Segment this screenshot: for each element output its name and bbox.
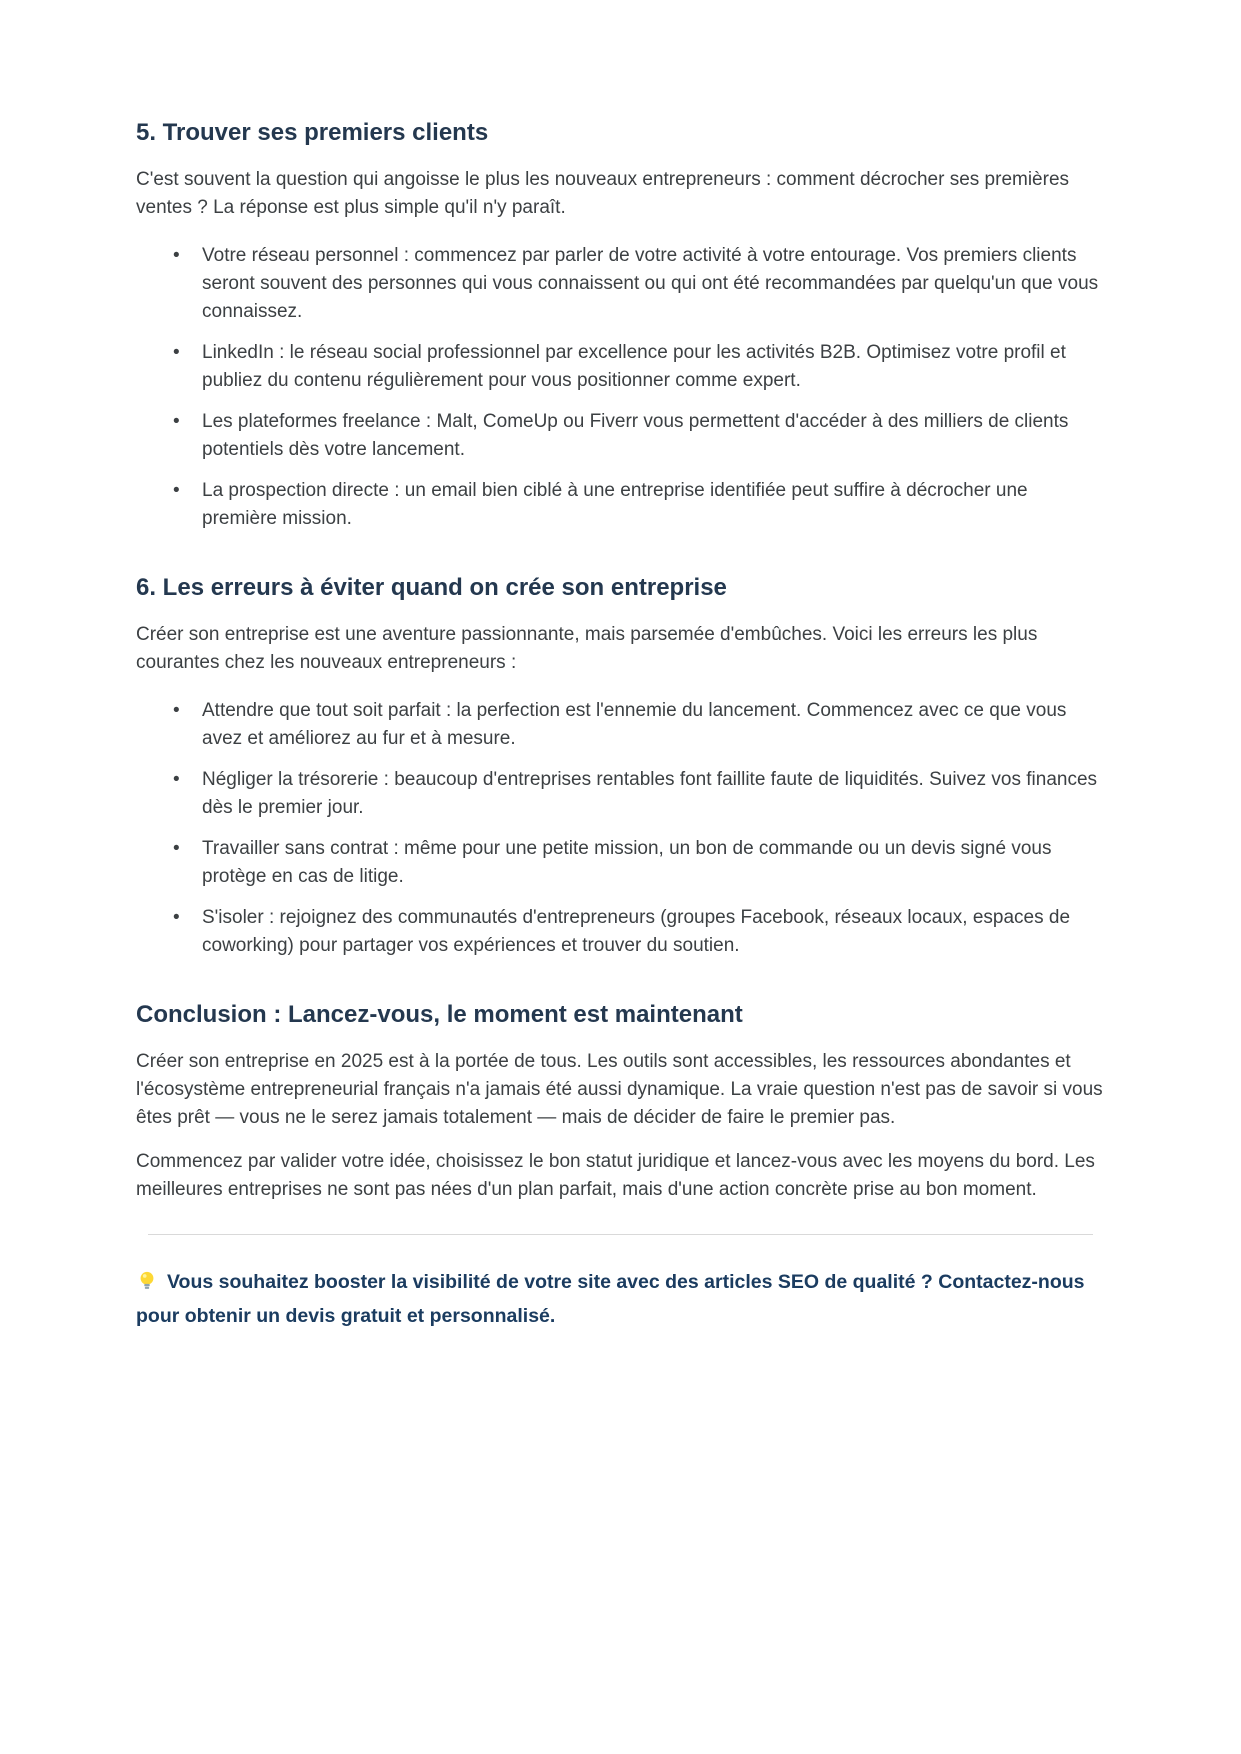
- conclusion-paragraph: Créer son entreprise en 2025 est à la portée de tous. Les outils sont accessibles, les ressources abondantes et l'écosystème entrepreneurial français n'a jamais été aussi dynamique. La vraie question n'est pas de savoir si vous êtes prêt — vous ne le serez jamais totalement — mais de décider de faire le premier pas.: [136, 1051, 1103, 1128]
- section-heading: 5. Trouver ses premiers clients: [136, 119, 489, 146]
- bullet-list: [136, 697, 1105, 960]
- lightbulb-icon: [136, 1270, 158, 1301]
- list-item: • Votre réseau personnel : commencez par parler de votre activité à votre entourage. Vos premiers clients seront souvent des personnes qui vous connaissent ou qui ont été recommandées par quelqu'un que vous connaissez.: [136, 242, 1105, 326]
- bullet-list: [136, 242, 1105, 533]
- section-conclusion: [136, 1000, 1105, 1204]
- list-item: • S'isoler : rejoignez des communautés d'entrepreneurs (groupes Facebook, réseaux locaux, espaces de coworking) pour partager vos expériences et trouver du soutien.: [136, 904, 1105, 960]
- divider: [148, 1234, 1093, 1235]
- list-item: • Travailler sans contrat : même pour une petite mission, un bon de commande ou un devis signé vous protège en cas de litige.: [136, 835, 1105, 891]
- list-item: • La prospection directe : un email bien ciblé à une entreprise identifiée peut suffire à décrocher une première mission.: [136, 477, 1105, 533]
- list-item: • LinkedIn : le réseau social professionnel par excellence pour les activités B2B. Optimisez votre profil et publiez du contenu régulièrement pour vous positionner comme expert.: [136, 339, 1105, 395]
- conclusion-paragraph: Commencez par valider votre idée, choisissez le bon statut juridique et lancez-vous avec les moyens du bord. Les meilleures entreprises ne sont pas nées d'un plan parfait, mais d'une action concrète prise au bon moment.: [136, 1151, 1095, 1200]
- list-item: • Attendre que tout soit parfait : la perfection est l'ennemie du lancement. Commencez avec ce que vous avez et améliorez au fur et à mesure.: [136, 697, 1105, 753]
- section-mistakes-to-avoid: [136, 573, 1105, 960]
- section-heading: 6. Les erreurs à éviter quand on crée son entreprise: [136, 574, 727, 601]
- section-finding-clients: [136, 118, 1105, 533]
- cta-text: Vous souhaitez booster la visibilité de votre site avec des articles SEO de qualité ? Contactez-nous pour obtenir un devis gratuit et personnalisé.: [136, 1271, 1085, 1327]
- conclusion-heading: Conclusion : Lancez-vous, le moment est maintenant: [136, 1001, 743, 1028]
- section-intro: Créer son entreprise est une aventure passionnante, mais parsemée d'embûches. Voici les erreurs les plus courantes chez les nouveaux entrepreneurs :: [136, 624, 1038, 673]
- section-intro: C'est souvent la question qui angoisse le plus les nouveaux entrepreneurs : comment décrocher ses premières ventes ? La réponse est plus simple qu'il n'y paraît.: [136, 169, 1070, 218]
- cta-callout: [136, 1267, 1105, 1331]
- list-item: • Négliger la trésorerie : beaucoup d'entreprises rentables font faillite faute de liquidités. Suivez vos finances dès le premier jour.: [136, 766, 1105, 822]
- list-item: • Les plateformes freelance : Malt, ComeUp ou Fiverr vous permettent d'accéder à des milliers de clients potentiels dès votre lancement.: [136, 408, 1105, 464]
